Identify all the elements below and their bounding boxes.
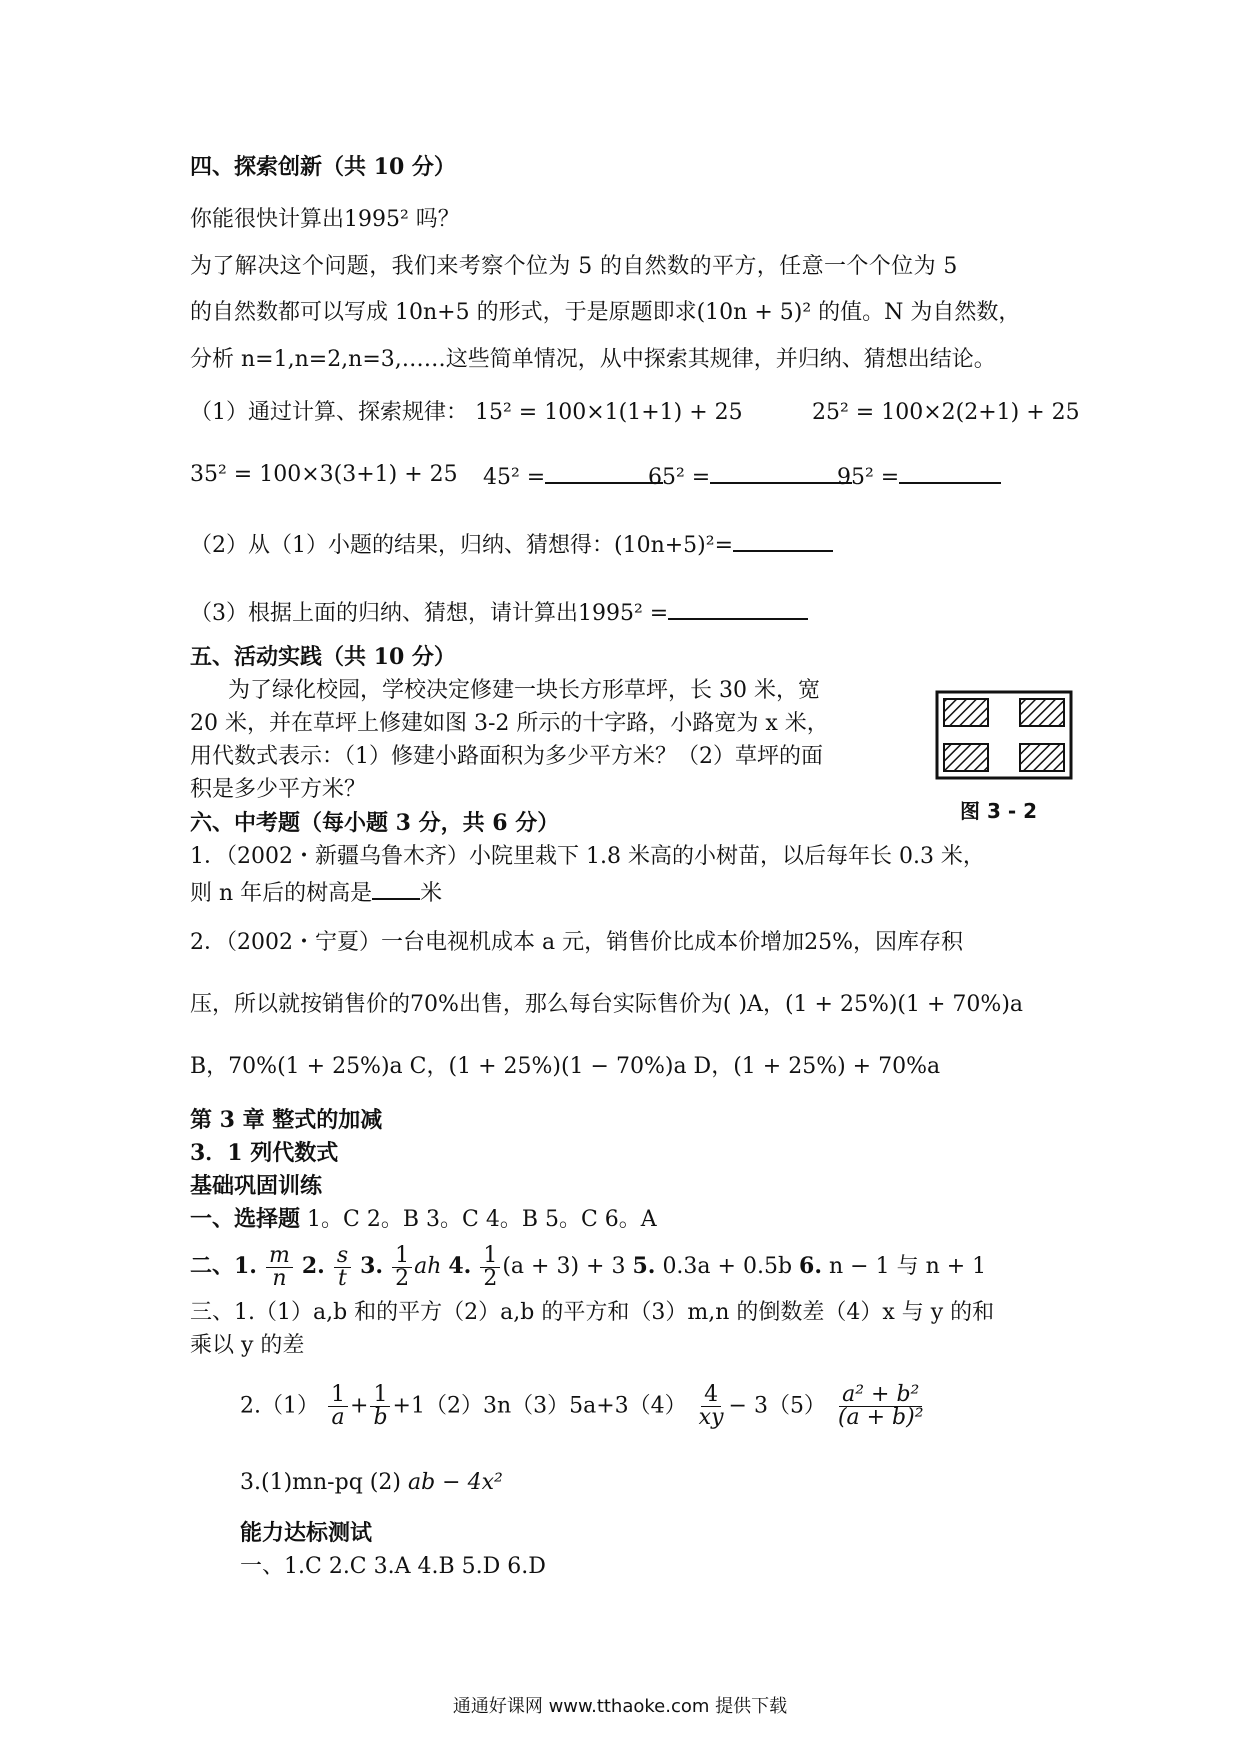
part3-q2-middle: +1（2）3n（3）5a+3（4） [392, 1393, 687, 1419]
fraction-s-t: $\frac{s}{t}$ [334, 1245, 351, 1290]
answer-blank-tree-height[interactable] [372, 876, 420, 900]
ability-answers: 一、1.C 2.C 3.A 4.B 5.D 6.D [240, 1554, 546, 1579]
q1-label: （1）通过计算、探索规律： [190, 400, 468, 425]
fill-5-answer: 0.3a + 0.5b [662, 1254, 793, 1279]
choice-label: 一、选择题 [190, 1206, 301, 1232]
q1-eq2: 25² = 100×2(2+1) + 25 [812, 400, 1080, 425]
q1-eq5: 65² = [648, 465, 711, 490]
q1-eq6-row [837, 460, 1001, 493]
fraction-m-n: $\frac{m}{n}$ [266, 1245, 293, 1290]
choice-answers: 1。C 2。B 3。C 4。B 5。C 6。A [307, 1207, 657, 1232]
choice-answers-row [190, 1204, 657, 1235]
cross-road-figure [935, 690, 1073, 780]
fraction-half-b: $\frac{1}{2}$ [480, 1245, 500, 1290]
q1-eq6: 95² = [837, 465, 900, 490]
chapter-title: 第 3 章 整式的加减 [190, 1107, 383, 1133]
fill-3-tail: ah [414, 1254, 442, 1279]
figure-caption: 图 3 - 2 [960, 799, 1038, 823]
section6-title: 六、中考题（每小题 3 分，共 6 分） [190, 810, 560, 836]
section-title: 3．1 列代数式 [190, 1140, 339, 1166]
part3-q3-row [240, 1468, 503, 1498]
fill-6-answer: n − 1 与 n + 1 [829, 1254, 987, 1279]
s6-q2-line-1: 2．（2002・宁夏）一台电视机成本 a 元，销售价比成本价增加25%，因库存积 [190, 930, 963, 955]
fill-label: 二、1. [190, 1253, 257, 1279]
fill-2-label: 2. [301, 1253, 325, 1279]
fraction-half-a: $\frac{1}{2}$ [392, 1245, 412, 1290]
q3-row [190, 596, 808, 629]
fill-4-tail: (a + 3) + 3 [502, 1254, 626, 1279]
section4-question: 你能很快计算出1995² 吗？ [190, 207, 460, 232]
fill-5-label: 5. [632, 1253, 656, 1279]
section4-para-1: 为了解决这个问题，我们来考察个位为 5 的自然数的平方，任意一个个位为 5 [190, 254, 958, 279]
fill-answers-row [190, 1244, 986, 1290]
answer-blank-1995[interactable] [668, 596, 808, 620]
fill-4-label: 4. [448, 1253, 472, 1279]
fraction-4-xy: $\frac{4}{xy}$ [698, 1382, 724, 1430]
answer-blank-45[interactable] [545, 460, 663, 484]
section5-line-1: 为了绿化校园，学校决定修建一块长方形草坪，长 30 米，宽 [228, 678, 820, 703]
fill-3-label: 3. [360, 1253, 384, 1279]
part3-q2-row: 2.（1） $\frac{1}{a}$ + $\frac{1}{b}$ +1（2）3n（3）5a+3（4） $\frac{4}{xy}$ − 3（5） $\frac{\text{a² + b²}}{\text{(a + b)²}}$ [240, 1384, 929, 1429]
section4-para-3: 分析 n=1,n=2,n=3,……这些简单情况，从中探索其规律，并归纳、猜想出结论。 [190, 347, 996, 372]
part3-line-1: 三、1.（1）a,b 和的平方（2）a,b 的平方和（3）m,n 的倒数差（4）x 与 y 的和 [190, 1300, 995, 1325]
s6-q2-line-3: B，70%(1 + 25%)a C，(1 + 25%)(1 − 70%)a D，(1 + 25%) + 70%a [190, 1054, 941, 1079]
section5-line-4: 积是多少平方米？ [190, 777, 367, 802]
q1-eq3: 35² = 100×3(3+1) + 25 [190, 462, 458, 487]
answer-blank-general[interactable] [733, 528, 833, 552]
q3-text: （3）根据上面的归纳、猜想，请计算出1995² = [190, 601, 669, 626]
ability-test-title: 能力达标测试 [240, 1520, 373, 1546]
fraction-1-b: $\frac{1}{b}$ [370, 1384, 390, 1429]
q1-eq4-row [483, 460, 663, 493]
section5-line-2: 20 米，并在草坪上修建如图 3-2 所示的十字路，小路宽为 x 米， [190, 711, 829, 736]
q1-eq1: 15² = 100×1(1+1) + 25 [475, 400, 743, 425]
part3-q3-expr: ab − 4x² [407, 1470, 503, 1495]
footer-source: 通通好课网 www.tthaoke.com 提供下载 [452, 1696, 788, 1717]
q1-row [190, 398, 743, 428]
answer-blank-95[interactable] [899, 460, 1001, 484]
section5-line-3: 用代数式表示：（1）修建小路面积为多少平方米？（2）草坪的面 [190, 744, 823, 769]
section5-title: 五、活动实践（共 10 分） [190, 644, 456, 670]
answer-blank-65[interactable] [710, 460, 852, 484]
s6-q2-line-2: 压，所以就按销售价的70%出售，那么每台实际售价为( )A，(1 + 25%)(1 + 70%)a [190, 992, 1024, 1017]
section4-title: 四、探索创新（共 10 分） [190, 154, 456, 180]
s6-q1-line-2 [190, 876, 442, 909]
q2-row [190, 528, 833, 561]
fill-6-label: 6. [799, 1253, 822, 1279]
part3-q2-label: 2.（1） [240, 1393, 319, 1419]
q1-eq4: 45² = [483, 465, 546, 490]
basic-training-title: 基础巩固训练 [190, 1173, 323, 1199]
s6-q1-line-1: 1．（2002・新疆乌鲁木齐）小院里栽下 1.8 米高的小树苗，以后每年长 0.3 米， [190, 844, 985, 869]
s6-q1-suffix: 米 [420, 881, 443, 906]
q1-eq5-row [648, 460, 852, 493]
fraction-sum-squares: $\frac{\text{a² + b²}}{\text{(a + b)²}}$ [837, 1382, 924, 1430]
q2-text: （2）从（1）小题的结果，归纳、猜想得：(10n+5)²= [190, 533, 734, 558]
s6-q1-prefix: 则 n 年后的树高是 [190, 881, 373, 906]
part3-line-2: 乘以 y 的差 [190, 1333, 305, 1358]
part3-q3-label: 3.(1)mn-pq (2) [240, 1470, 401, 1495]
fraction-1-a: $\frac{1}{a}$ [328, 1384, 348, 1429]
part3-q2-tail: − 3（5） [728, 1393, 826, 1419]
section4-para-2: 的自然数都可以写成 10n+5 的形式，于是原题即求(10n + 5)² 的值。N 为自然数， [190, 300, 1021, 325]
